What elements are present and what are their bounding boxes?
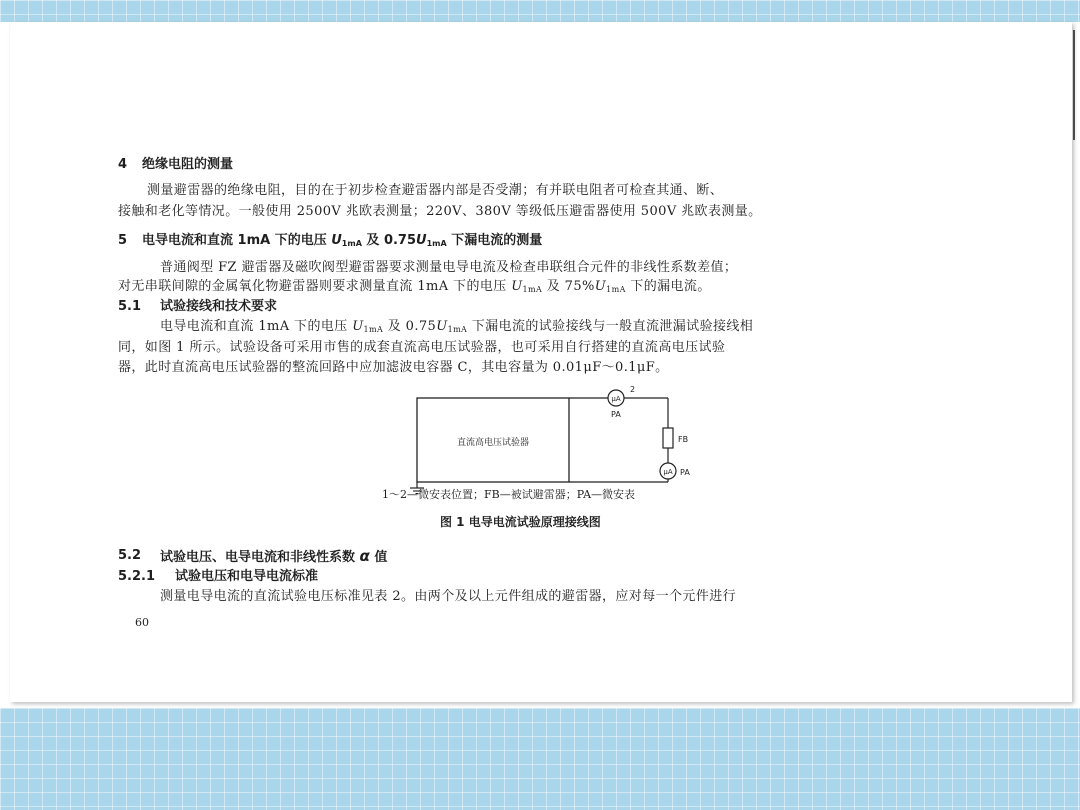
section-5-2-title: 试验电压、电导电流和非线性系数 α 值 xyxy=(160,547,388,565)
slide-margin xyxy=(0,22,10,702)
scanned-page xyxy=(10,22,1072,702)
section-4-number: 4 xyxy=(118,157,128,172)
svg-text:μA: μA xyxy=(611,395,621,403)
section-5-line-1: 普通阀型 FZ 避雷器及磁吹阀型避雷器要求测量电导电流及检查串联组合元件的非线性系数差值； xyxy=(160,260,738,275)
tester-box-label: 直流高电压试验器 xyxy=(456,438,530,448)
meter-1-position-number: 2 xyxy=(630,385,636,394)
section-5-title: 电导电流和直流 1mA 下的电压 $U_{1mA}$ 及 $0.75U_{1mA}$ 下漏电流的测量 xyxy=(142,233,543,248)
section-5-1-number: 5.1 xyxy=(118,299,142,314)
meter-2-label: PA xyxy=(680,468,690,477)
page-number: 60 xyxy=(135,616,149,629)
section-4-title: 绝缘电阻的测量 xyxy=(142,157,234,172)
page-edge-shadow xyxy=(1073,30,1075,140)
section-5-1-line-1: 电导电流和直流 1mA 下的电压 $U_{1mA}$ 及 $0.75U_{1mA}$ 下漏电流的试验接线与一般直流泄漏试验接线相 xyxy=(160,319,754,334)
circuit-diagram xyxy=(405,385,705,494)
section-5-1-line-3: 器，此时直流高电压试验器的整流回路中应加滤波电容器 C，其电容量为 0.01μF～0.1μF。 xyxy=(118,360,669,375)
figure-legend: 1～2—微安表位置；FB—被试避雷器；PA—微安表 xyxy=(382,488,636,501)
section-4-line-2: 接触和老化等情况。一般使用 2500V 兆欧表测量；220V、380V 等级低压避雷器使用 500V 兆欧表测量。 xyxy=(118,204,762,219)
arrester-icon xyxy=(663,428,673,448)
section-4-line-1: 测量避雷器的绝缘电阻，目的在于初步检查避雷器内部是否受潮；有并联电阻者可检查其通、断、 xyxy=(147,183,724,198)
section-5-1-line-2: 同，如图 1 所示。试验设备可采用市售的成套直流高电压试验器，也可采用自行搭建的直流高电压试验 xyxy=(118,340,726,355)
section-5-2-1-line-1: 测量电导电流的直流试验电压标准见表 2。由两个及以上元件组成的避雷器，应对每一个元件进行 xyxy=(160,589,737,604)
section-5-2-1-title: 试验电压和电导电流标准 xyxy=(175,569,319,584)
section-5-2-number: 5.2 xyxy=(118,548,142,563)
top-decor-band xyxy=(0,0,1080,22)
arrester-label: FB xyxy=(678,435,689,444)
section-5-1-title: 试验接线和技术要求 xyxy=(160,299,278,314)
figure-caption: 图 1 电导电流试验原理接线图 xyxy=(440,515,601,529)
section-5-2-1-number: 5.2.1 xyxy=(118,569,156,584)
meter-1-label: PA xyxy=(611,410,621,419)
svg-text:μA: μA xyxy=(663,468,673,476)
section-5-line-2: 对无串联间隙的金属氧化物避雷器则要求测量直流 1mA 下的电压 $U_{1mA}$ 及 $75\%U_{1mA}$ 下的漏电流。 xyxy=(118,279,711,294)
bottom-decor-band xyxy=(0,708,1080,810)
section-5-number: 5 xyxy=(118,233,128,248)
